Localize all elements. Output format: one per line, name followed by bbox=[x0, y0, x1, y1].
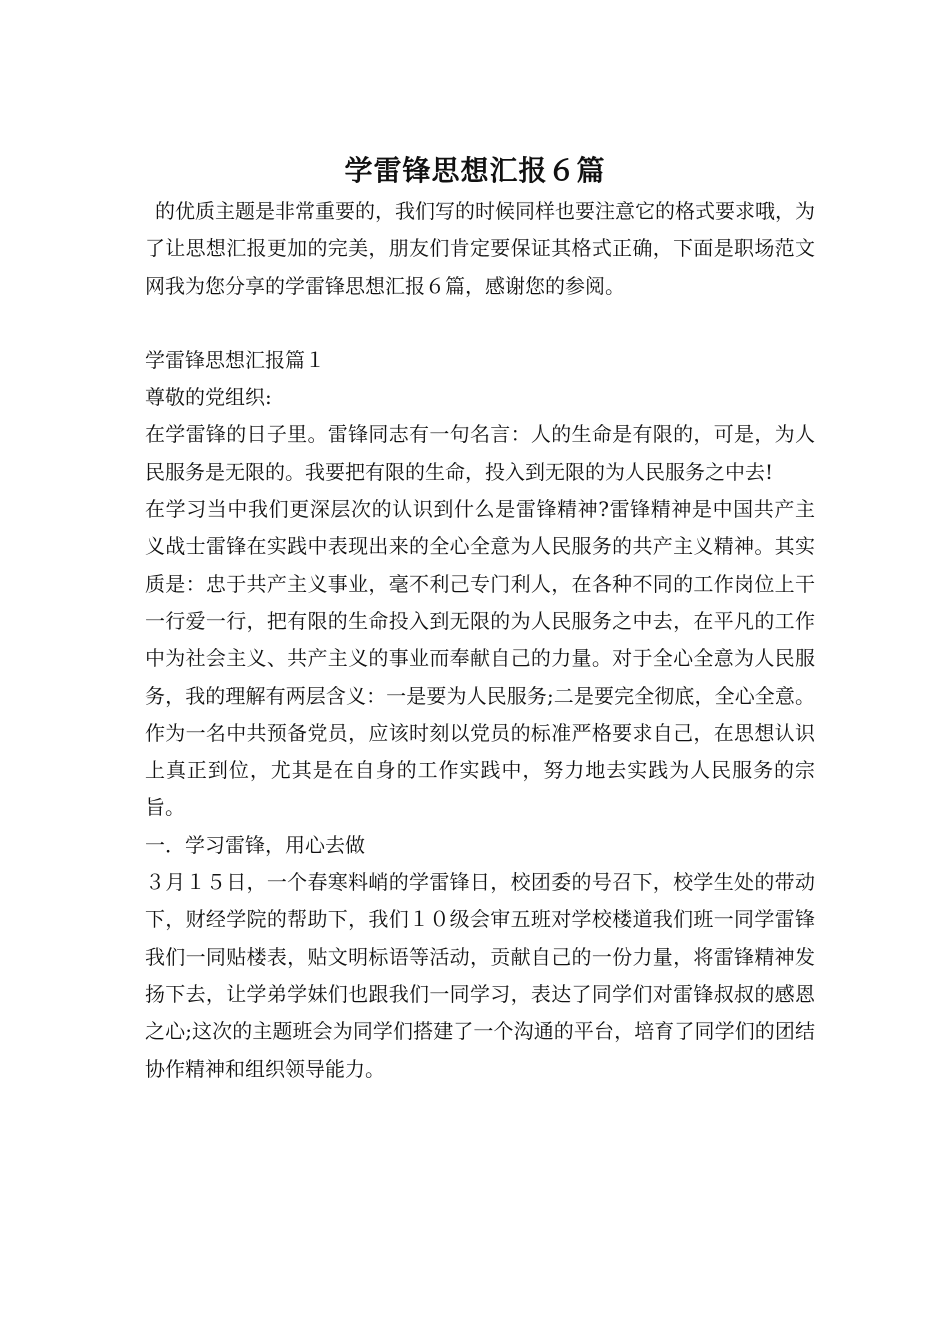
section-heading: 学雷锋思想汇报篇１ bbox=[145, 347, 325, 372]
intro-paragraph: 的优质主题是非常重要的，我们写的时候同样也要注意它的格式要求哦，为了让思想汇报更加的完美，朋友们肯定要保证其格式正确，下面是职场范文网我为您分享的学雷锋思想汇报６篇，感谢您的参阅。 bbox=[145, 199, 815, 298]
salutation: 尊敬的党组织: bbox=[145, 385, 272, 410]
paragraph-gap bbox=[145, 305, 815, 342]
document-body bbox=[145, 193, 815, 1088]
body-paragraph: ３月１５日，一个春寒料峭的学雷锋日，校团委的号召下，校学生处的带动下，财经学院的帮助下，我们１０级会审五班对学校楼道我们班一同学雷锋我们一同贴楼表，贴文明标语等活动，贡献自己的一份力量，将雷锋精神发扬下去，让学弟学妹们也跟我们一同学习，表达了同学们对雷锋叔叔的感恩之心;这次的主题班会为同学们搭建了一个沟通的平台，培育了同学们的团结协作精神和组织领导能力。 bbox=[145, 870, 815, 1081]
document-title: 学雷锋思想汇报６篇 bbox=[344, 153, 606, 187]
subheading: 一．学习雷锋，用心去做 bbox=[145, 832, 365, 857]
body-paragraph: 在学雷锋的日子里。雷锋同志有一句名言：人的生命是有限的，可是，为人民服务是无限的。我要把有限的生命，投入到无限的为人民服务之中去! bbox=[145, 422, 815, 484]
body-paragraph: 在学习当中我们更深层次的认识到什么是雷锋精神?雷锋精神是中国共产主义战士雷锋在实践中表现出来的全心全意为人民服务的共产主义精神。其实质是：忠于共产主义事业，毫不利己专门利人，在各种不同的工作岗位上干一行爱一行，把有限的生命投入到无限的为人民服务之中去，在平凡的工作中为社会主义、共产主义的事业而奉献自己的力量。对于全心全意为人民服务，我的理解有两层含义：一是要为人民服务;二是要完全彻底，全心全意。作为一名中共预备党员，应该时刻以党员的标准严格要求自己，在思想认识上真正到位，尤其是在自身的工作实践中，努力地去实践为人民服务的宗旨。 bbox=[145, 497, 815, 820]
